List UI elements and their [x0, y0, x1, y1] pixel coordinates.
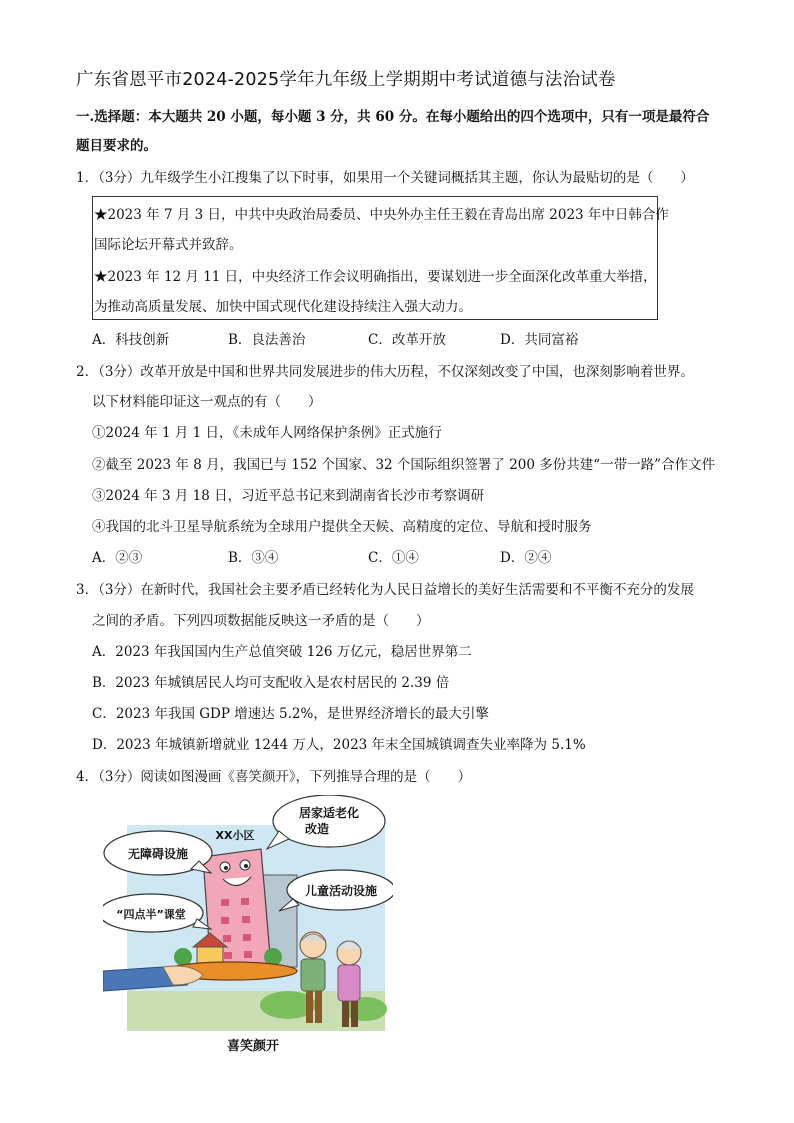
- q2-option-d[interactable]: D．②④: [500, 550, 552, 566]
- q3-option-a[interactable]: A．2023 年我国国内生产总值突破 126 万亿元，稳居世界第二: [92, 644, 472, 660]
- section-heading-line-1: 一.选择题：本大题共 20 小题，每小题 3 分，共 60 分。在每小题给出的四个选项中，只有一项是最符合: [76, 109, 710, 125]
- section-heading-line-2: 题目要求的。: [76, 138, 157, 154]
- section-heading: [76, 103, 720, 161]
- elderly-woman-body: [338, 965, 360, 1001]
- bubble-4-text: “四点半”课堂: [116, 908, 186, 921]
- elderly-man-body: [301, 959, 325, 991]
- q2-item-3: ③2024 年 3 月 18 日，习近平总书记来到湖南省长沙市考察调研: [92, 488, 485, 504]
- q1-option-c[interactable]: C．改革开放: [368, 332, 446, 348]
- q1-option-b[interactable]: B．良法善治: [228, 332, 306, 348]
- bubble-3-text: 儿童活动设施: [304, 884, 378, 898]
- question-4-stem: 4．（3分）阅读如图漫画《喜笑颜开》，下列推导合理的是（ ）: [76, 769, 472, 785]
- q3-option-d[interactable]: D．2023 年城镇新增就业 1244 万人，2023 年末全国城镇调查失业率降为 5.1%: [92, 737, 586, 753]
- q1-box-line-2: 国际论坛开幕式并致辞。: [94, 237, 243, 253]
- q1-option-d[interactable]: D．共同富裕: [500, 332, 579, 348]
- q2-item-2: ②截至 2023 年 8 月，我国已与 152 个国家、32 个国际组织签署了 200 多份共建“一带一路”合作文件: [92, 457, 716, 473]
- question-2-stem-2: 以下材料能印证这一观点的有（ ）: [92, 394, 322, 410]
- bubble-2-text-line-2: 改造: [304, 822, 330, 836]
- question-2-stem-1: 2．（3分）改革开放是中国和世界共同发展进步的伟大历程，不仅深刻改变了中国，也深刻影响着世界。: [76, 364, 694, 380]
- q1-option-a[interactable]: A．科技创新: [92, 332, 170, 348]
- q2-option-b[interactable]: B．③④: [228, 550, 279, 566]
- q1-box-line-1: ★2023 年 7 月 3 日，中共中央政治局委员、中央外办主任王毅在青岛出席 2023 年中日韩合作: [94, 207, 669, 223]
- bubble-1-text: 无障碍设施: [127, 847, 189, 861]
- q1-box-line-4: 为推动高质量发展、加快中国式现代化建设持续注入强大动力。: [94, 299, 472, 315]
- page-title: 广东省恩平市2024-2025学年九年级上学期期中考试道德与法治试卷: [76, 70, 616, 90]
- q3-option-b[interactable]: B．2023 年城镇居民人均可支配收入是农村居民的 2.39 倍: [92, 675, 450, 691]
- q1-box-line-3: ★2023 年 12 月 11 日，中央经济工作会议明确指出，要谋划进一步全面深化改革重大举措，: [94, 269, 657, 285]
- cartoon-caption: 喜笑颜开: [226, 1039, 280, 1054]
- question-3-stem-1: 3．（3分）在新时代，我国社会主要矛盾已经转化为人民日益增长的美好生活需要和不平衡不充分的发展: [76, 582, 694, 598]
- q2-option-c[interactable]: C．①④: [368, 550, 419, 566]
- cartoon-svg: [103, 795, 393, 1057]
- q3-option-c[interactable]: C．2023 年我国 GDP 增速达 5.2%，是世界经济增长的最大引擎: [92, 706, 489, 722]
- cartoon-illustration: [103, 795, 393, 1057]
- q2-item-4: ④我国的北斗卫星导航系统为全球用户提供全天候、高精度的定位、导航和授时服务: [92, 519, 592, 535]
- speech-bubble-2: [273, 795, 385, 847]
- building-label: XX小区: [215, 829, 255, 842]
- bubble-2-text-line-1: 居家适老化: [298, 806, 360, 820]
- q2-item-1: ①2024 年 1 月 1 日，《未成年人网络保护条例》正式施行: [92, 425, 442, 441]
- q2-option-a[interactable]: A．②③: [92, 550, 143, 566]
- question-3-stem-2: 之间的矛盾。下列四项数据能反映这一矛盾的是（ ）: [92, 613, 430, 629]
- question-1-stem: 1．（3分）九年级学生小江搜集了以下时事，如果用一个关键词概括其主题，你认为最贴切的是（ ）: [76, 170, 694, 186]
